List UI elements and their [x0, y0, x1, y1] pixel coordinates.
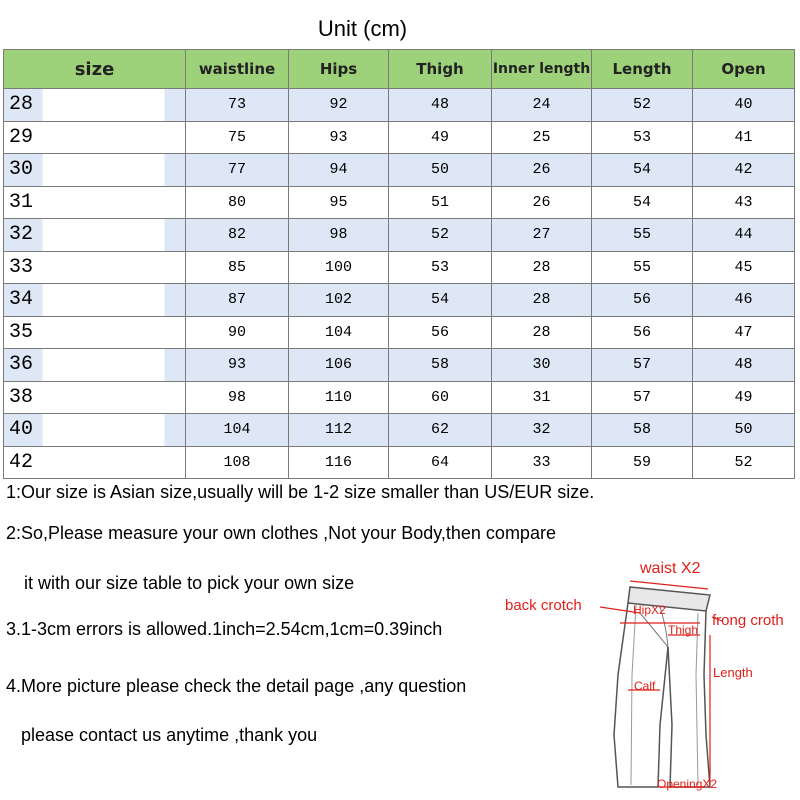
measurement-cell: 77 — [186, 154, 289, 187]
table-row — [4, 186, 795, 219]
measurement-cell: 64 — [389, 446, 492, 479]
table-row — [4, 154, 795, 187]
calf-label: Calf — [634, 679, 656, 693]
measurement-cell: 52 — [389, 219, 492, 252]
note-2: 2:So,Please measure your own clothes ,Not your Body,then compare — [6, 523, 556, 543]
measurement-cell: 92 — [289, 89, 389, 122]
measurement-cell: 100 — [289, 251, 389, 284]
measurement-cell: 48 — [389, 89, 492, 122]
length-label: Length — [713, 665, 753, 680]
measurement-cell: 85 — [186, 251, 289, 284]
column-header-waistline: waistline — [186, 50, 289, 89]
measurement-cell: 26 — [492, 186, 592, 219]
measurement-cell: 93 — [186, 349, 289, 382]
measurement-cell: 50 — [693, 414, 795, 447]
measurement-cell: 28 — [492, 251, 592, 284]
measurement-cell: 51 — [389, 186, 492, 219]
back-crotch-label: back crotch — [505, 597, 582, 614]
measurement-cell: 28 — [492, 316, 592, 349]
measurement-cell: 30 — [492, 349, 592, 382]
measurement-cell: 75 — [186, 121, 289, 154]
measurement-cell: 32 — [492, 414, 592, 447]
measurement-cell: 104 — [289, 316, 389, 349]
column-header-open: Open — [693, 50, 795, 89]
measurement-cell: 57 — [592, 381, 693, 414]
measurement-cell: 108 — [186, 446, 289, 479]
measurement-cell: 112 — [289, 414, 389, 447]
measurement-cell: 43 — [693, 186, 795, 219]
measurement-cell: 56 — [389, 316, 492, 349]
note-4: 4.More picture please check the detail page ,any question — [6, 676, 467, 696]
measurement-cell: 58 — [592, 414, 693, 447]
measurement-cell: 49 — [693, 381, 795, 414]
hip-label: HipX2 — [633, 603, 666, 617]
table-header-row — [4, 50, 795, 89]
measurement-cell: 53 — [592, 121, 693, 154]
measurement-cell: 62 — [389, 414, 492, 447]
note-3: 3.1-3cm errors is allowed.1inch=2.54cm,1cm=0.39inch — [6, 619, 443, 639]
measurement-cell: 24 — [492, 89, 592, 122]
table-row — [4, 414, 795, 447]
size-cell: 40 — [4, 414, 186, 447]
size-cell: 33 — [4, 251, 186, 284]
measurement-cell: 87 — [186, 284, 289, 317]
measurement-cell: 48 — [693, 349, 795, 382]
measurement-cell: 28 — [492, 284, 592, 317]
measurement-cell: 46 — [693, 284, 795, 317]
size-cell: 30 — [4, 154, 186, 187]
size-cell: 29 — [4, 121, 186, 154]
measurement-cell: 41 — [693, 121, 795, 154]
size-cell: 36 — [4, 349, 186, 382]
measurement-cell: 82 — [186, 219, 289, 252]
measurement-cell: 98 — [289, 219, 389, 252]
table-row — [4, 349, 795, 382]
pants-outline-icon — [500, 555, 800, 800]
measurement-cell: 31 — [492, 381, 592, 414]
measurement-cell: 57 — [592, 349, 693, 382]
measurement-cell: 90 — [186, 316, 289, 349]
measurement-cell: 49 — [389, 121, 492, 154]
measurement-cell: 56 — [592, 316, 693, 349]
measurement-cell: 54 — [389, 284, 492, 317]
measurement-cell: 104 — [186, 414, 289, 447]
measurement-cell: 95 — [289, 186, 389, 219]
measurement-cell: 110 — [289, 381, 389, 414]
measurement-cell: 25 — [492, 121, 592, 154]
measurement-cell: 80 — [186, 186, 289, 219]
measurement-cell: 60 — [389, 381, 492, 414]
waist-label: waist X2 — [640, 560, 701, 577]
table-row — [4, 316, 795, 349]
measurement-cell: 45 — [693, 251, 795, 284]
measurement-cell: 53 — [389, 251, 492, 284]
size-cell: 28 — [4, 89, 186, 122]
table-row — [4, 251, 795, 284]
note-1: 1:Our size is Asian size,usually will be 1-2 size smaller than US/EUR size. — [6, 482, 595, 502]
column-header-size: size — [4, 50, 186, 89]
opening-label: OpeningX2 — [657, 777, 718, 791]
measurement-cell: 47 — [693, 316, 795, 349]
measurement-cell: 26 — [492, 154, 592, 187]
measurement-cell: 94 — [289, 154, 389, 187]
size-cell: 35 — [4, 316, 186, 349]
measurement-cell: 52 — [592, 89, 693, 122]
size-cell: 34 — [4, 284, 186, 317]
size-table — [3, 49, 795, 479]
size-cell: 42 — [4, 446, 186, 479]
measurement-cell: 42 — [693, 154, 795, 187]
measurement-cell: 54 — [592, 154, 693, 187]
table-row — [4, 284, 795, 317]
note-4-continued: please contact us anytime ,thank you — [21, 725, 318, 745]
measurement-cell: 73 — [186, 89, 289, 122]
table-row — [4, 121, 795, 154]
table-row — [4, 89, 795, 122]
measurement-cell: 44 — [693, 219, 795, 252]
size-cell: 38 — [4, 381, 186, 414]
table-body — [4, 89, 795, 479]
pants-measurement-diagram — [500, 555, 800, 800]
unit-title: Unit (cm) — [317, 16, 408, 41]
measurement-cell: 106 — [289, 349, 389, 382]
measurement-cell: 59 — [592, 446, 693, 479]
measurement-cell: 55 — [592, 251, 693, 284]
measurement-cell: 116 — [289, 446, 389, 479]
table-row — [4, 219, 795, 252]
column-header-inner-length: Inner length — [492, 50, 592, 89]
measurement-cell: 98 — [186, 381, 289, 414]
measurement-cell: 58 — [389, 349, 492, 382]
measurement-cell: 56 — [592, 284, 693, 317]
table-row — [4, 381, 795, 414]
column-header-hips: Hips — [289, 50, 389, 89]
table-row — [4, 446, 795, 479]
measurement-cell: 55 — [592, 219, 693, 252]
measurement-cell: 40 — [693, 89, 795, 122]
measurement-cell: 27 — [492, 219, 592, 252]
measurement-cell: 102 — [289, 284, 389, 317]
note-2-continued: it with our size table to pick your own size — [24, 573, 355, 593]
column-header-length: Length — [592, 50, 693, 89]
column-header-thigh: Thigh — [389, 50, 492, 89]
thigh-label: Thigh — [668, 623, 699, 637]
measurement-cell: 54 — [592, 186, 693, 219]
measurement-cell: 33 — [492, 446, 592, 479]
measurement-cell: 52 — [693, 446, 795, 479]
front-crotch-label: frong croth — [712, 612, 784, 629]
size-cell: 31 — [4, 186, 186, 219]
measurement-cell: 93 — [289, 121, 389, 154]
size-cell: 32 — [4, 219, 186, 252]
measurement-cell: 50 — [389, 154, 492, 187]
